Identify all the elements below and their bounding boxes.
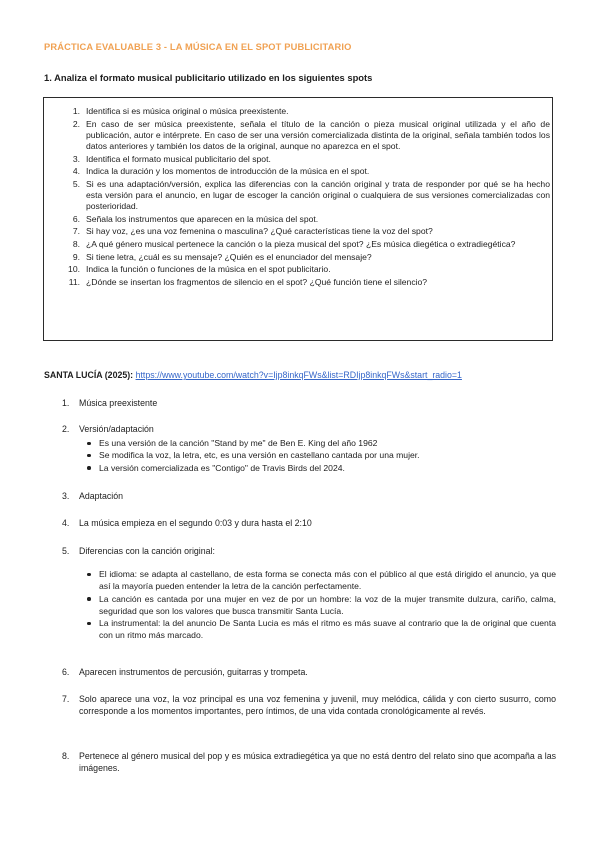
answer-item bbox=[62, 397, 556, 409]
question-item bbox=[64, 252, 550, 263]
youtube-link[interactable]: https://www.youtube.com/watch?v=Ijp8inkqFWs&list=RDIjp8inkqFWs&start_radio=1 bbox=[135, 370, 462, 380]
bullet-item: El idioma: se adapta al castellano, de esta forma se conecta más con el público al que está dirigido el anuncio, ya que así la mayoría pueden entender la letra de la canción perfectamente. bbox=[62, 568, 556, 592]
question-text: Si tiene letra, ¿cuál es su mensaje? ¿Quién es el enunciador del mensaje? bbox=[86, 251, 372, 262]
question-text: Si hay voz, ¿es una voz femenina o masculina? ¿Qué características tiene la voz del spot? bbox=[86, 226, 433, 237]
answer-number: 6. bbox=[62, 667, 70, 677]
answer-text: Pertenece al género musical del pop y es música extradiegética ya que no está dentro del relato sino que acompaña a las imágenes. bbox=[79, 751, 556, 774]
question-number: 10. bbox=[68, 264, 80, 275]
question-item bbox=[64, 226, 550, 237]
answer-item bbox=[62, 693, 556, 717]
question-text: Si es una adaptación/versión, explica las diferencias con la canción original y trata de responder por qué se ha hecho esta versión para el anuncio, en lugar de escoger la canción original o cualquiera de sus versiones comercializadas con posterioridad. bbox=[86, 178, 550, 212]
question-item bbox=[64, 277, 550, 288]
bullet-item: Se modifica la voz, la letra, etc, es una versión en castellano cantada por una mujer. bbox=[62, 449, 556, 461]
document-title: PRÁCTICA EVALUABLE 3 - LA MÚSICA EN EL SPOT PUBLICITARIO bbox=[44, 42, 352, 52]
question-number: 9. bbox=[72, 251, 80, 262]
question-text: Identifica el formato musical publicitario del spot. bbox=[86, 153, 271, 164]
answer-text: La música empieza en el segundo 0:03 y dura hasta el 2:10 bbox=[79, 518, 312, 528]
question-text: ¿Dónde se insertan los fragmentos de silencio en el spot? ¿Qué función tiene el silencio? bbox=[86, 276, 428, 287]
answer-item bbox=[62, 750, 556, 774]
question-item bbox=[64, 214, 550, 225]
question-item bbox=[64, 264, 550, 275]
questions-list bbox=[64, 106, 550, 289]
answer-item bbox=[62, 545, 556, 641]
answer-item bbox=[62, 517, 556, 529]
question-number: 2. bbox=[72, 118, 80, 129]
answer-number: 1. bbox=[62, 398, 70, 408]
question-text: Señala los instrumentos que aparecen en la música del spot. bbox=[86, 213, 319, 224]
answer-text: Aparecen instrumentos de percusión, guitarras y trompeta. bbox=[79, 667, 308, 677]
question-text: ¿A qué género musical pertenece la canción o la pieza musical del spot? ¿Es música diegética o extradiegética? bbox=[86, 238, 516, 249]
answer-item bbox=[62, 666, 556, 678]
question-item bbox=[64, 106, 550, 117]
answer-text: Diferencias con la canción original: bbox=[79, 546, 215, 556]
bullet-item: La instrumental: la del anuncio De Santa Lucia es más el ritmo es más suave al contrario que la de original que cuenta con un ritmo más marcado. bbox=[62, 617, 556, 641]
question-text: Indica la duración y los momentos de introducción de la música en el spot. bbox=[86, 166, 370, 177]
question-text: Identifica si es música original o música preexistente. bbox=[86, 106, 289, 116]
question-number: 6. bbox=[72, 213, 80, 224]
question-text: Indica la función o funciones de la música en el spot publicitario. bbox=[86, 264, 331, 275]
answer-text: Versión/adaptación bbox=[79, 424, 154, 434]
question-number: 5. bbox=[72, 178, 80, 189]
spot-heading bbox=[44, 370, 564, 380]
question-number: 8. bbox=[72, 238, 80, 249]
answer-number: 5. bbox=[62, 546, 70, 556]
question-number: 3. bbox=[72, 153, 80, 164]
bullet-item: Es una versión de la canción "Stand by me" de Ben E. King del año 1962 bbox=[62, 437, 556, 449]
answer-number: 4. bbox=[62, 518, 70, 528]
question-number: 7. bbox=[72, 226, 80, 237]
answer-number: 7. bbox=[62, 694, 70, 704]
question-item bbox=[64, 239, 550, 250]
answer-number: 3. bbox=[62, 491, 70, 501]
answer-text: Adaptación bbox=[79, 491, 124, 501]
answer-number: 8. bbox=[62, 751, 70, 761]
question-item bbox=[64, 154, 550, 165]
bullet-item: La versión comercializada es "Contigo" de Travis Birds del 2024. bbox=[62, 462, 556, 474]
question-item bbox=[64, 166, 550, 177]
section-heading: 1. Analiza el formato musical publicitario utilizado en los siguientes spots bbox=[44, 72, 373, 83]
questions-box bbox=[43, 97, 553, 341]
answer-item bbox=[62, 490, 556, 502]
answer-item bbox=[62, 423, 556, 474]
question-number: 11. bbox=[68, 276, 80, 287]
question-number: 4. bbox=[72, 166, 80, 177]
spot-label: SANTA LUCÍA (2025): bbox=[44, 370, 134, 380]
answer-text: Música preexistente bbox=[79, 398, 158, 408]
question-number: 1. bbox=[72, 106, 80, 116]
question-item bbox=[64, 119, 550, 153]
bullet-item: La canción es cantada por una mujer en vez de por un hombre: la voz de la mujer transmite dulzura, cariño, calma, seguridad que son los valores que busca transmitir Santa Lucía. bbox=[62, 593, 556, 617]
answer-number: 2. bbox=[62, 424, 70, 434]
answer-text: Solo aparece una voz, la voz principal es una voz femenina y juvenil, muy melódica, cálida y con cierto susurro, como corresponde a los momentos importantes, pero íntimos, de una vida contada cronológicamente al revés. bbox=[79, 694, 556, 717]
bullet-list bbox=[62, 437, 556, 474]
question-item bbox=[64, 179, 550, 213]
bullet-list bbox=[62, 568, 556, 641]
question-text: En caso de ser música preexistente, señala el título de la canción o pieza musical original utilizada y el año de publicación, autor e intérprete. En caso de ser una versión comercializada distinta de la original, señala también todos los datos anteriores y también los datos de la original, aunque no aparezca en el spot. bbox=[86, 118, 550, 151]
